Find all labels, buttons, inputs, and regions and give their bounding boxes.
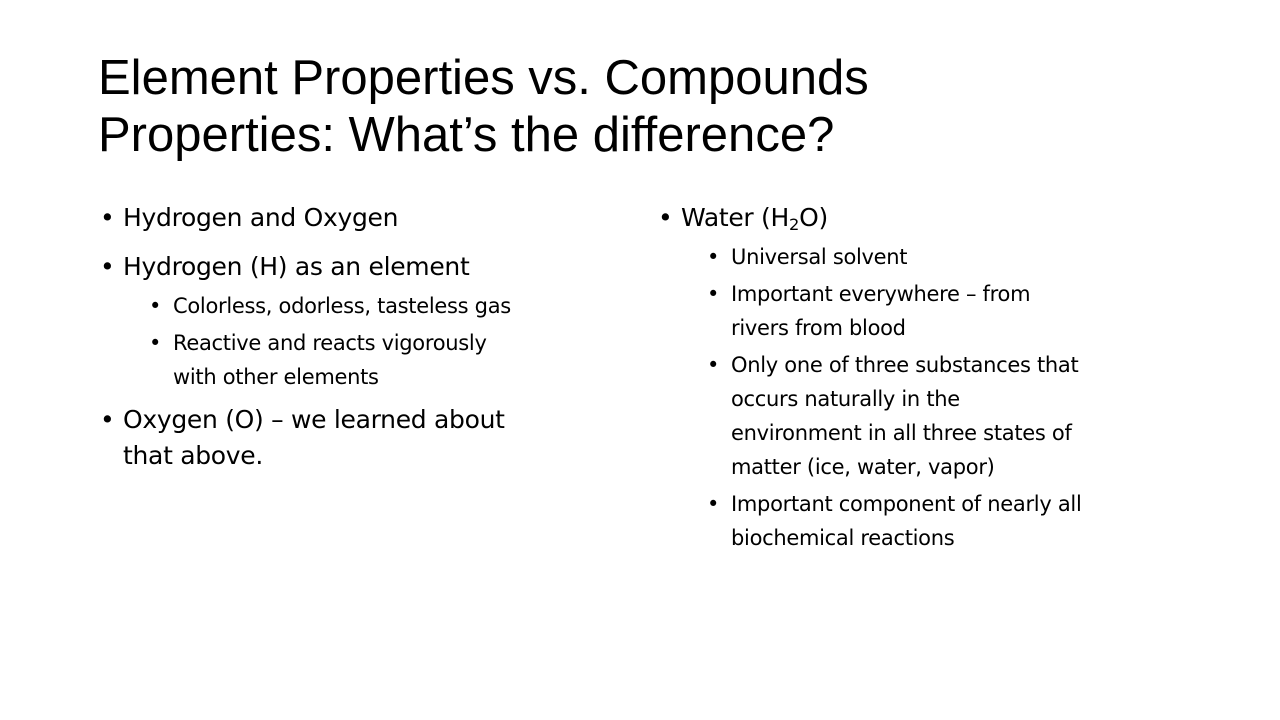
bullet-text-line2: that above. — [123, 441, 264, 470]
bullet-text-line1: • Reactive and reacts vigorously — [173, 331, 487, 355]
bullet-text-line2: biochemical reactions — [731, 526, 955, 550]
water-prefix: Water (H — [681, 203, 790, 232]
bullet-text: Universal solvent — [731, 245, 908, 269]
water-subscript: 2 — [789, 215, 800, 235]
bullet-text-line1: • Important component of nearly all — [731, 492, 1082, 516]
slide-title-line1: Element Properties vs. Compounds — [98, 51, 869, 105]
sub-bullet-important-everywhere — [707, 277, 1218, 345]
bullet-text-line1: • Only one of three substances that — [731, 353, 1079, 377]
sub-bullet-biochemical — [707, 487, 1218, 555]
bullet-text: Hydrogen and Oxygen — [123, 203, 399, 232]
bullet-hydrogen-and-oxygen — [100, 200, 620, 236]
slide-title-line2: Properties: What’s the difference? — [98, 108, 835, 162]
bullet-text-line2: rivers from blood — [731, 316, 906, 340]
water-suffix: O) — [799, 203, 828, 232]
sub-bullet-reactive — [149, 326, 620, 394]
bullet-text-line1: • Oxygen (O) – we learned about — [123, 405, 505, 434]
bullet-oxygen — [100, 402, 620, 474]
bullet-text: Hydrogen (H) as an element — [123, 252, 470, 281]
bullet-text-line4: matter (ice, water, vapor) — [731, 455, 995, 479]
bullet-text-line2: occurs naturally in the — [731, 387, 960, 411]
right-column — [658, 200, 1218, 558]
bullet-text-line2: with other elements — [173, 365, 379, 389]
sub-bullet-colorless — [149, 289, 620, 323]
bullet-text-line1: • Important everywhere – from — [731, 282, 1031, 306]
bullet-text: Colorless, odorless, tasteless gas — [173, 294, 511, 318]
left-column — [100, 200, 620, 487]
bullet-text-line3: environment in all three states of — [731, 421, 1072, 445]
sub-bullet-three-states — [707, 348, 1218, 484]
sub-bullet-universal-solvent — [707, 240, 1218, 274]
bullet-hydrogen-element — [100, 249, 620, 285]
bullet-water — [658, 200, 1218, 236]
slide-title — [98, 50, 1198, 164]
